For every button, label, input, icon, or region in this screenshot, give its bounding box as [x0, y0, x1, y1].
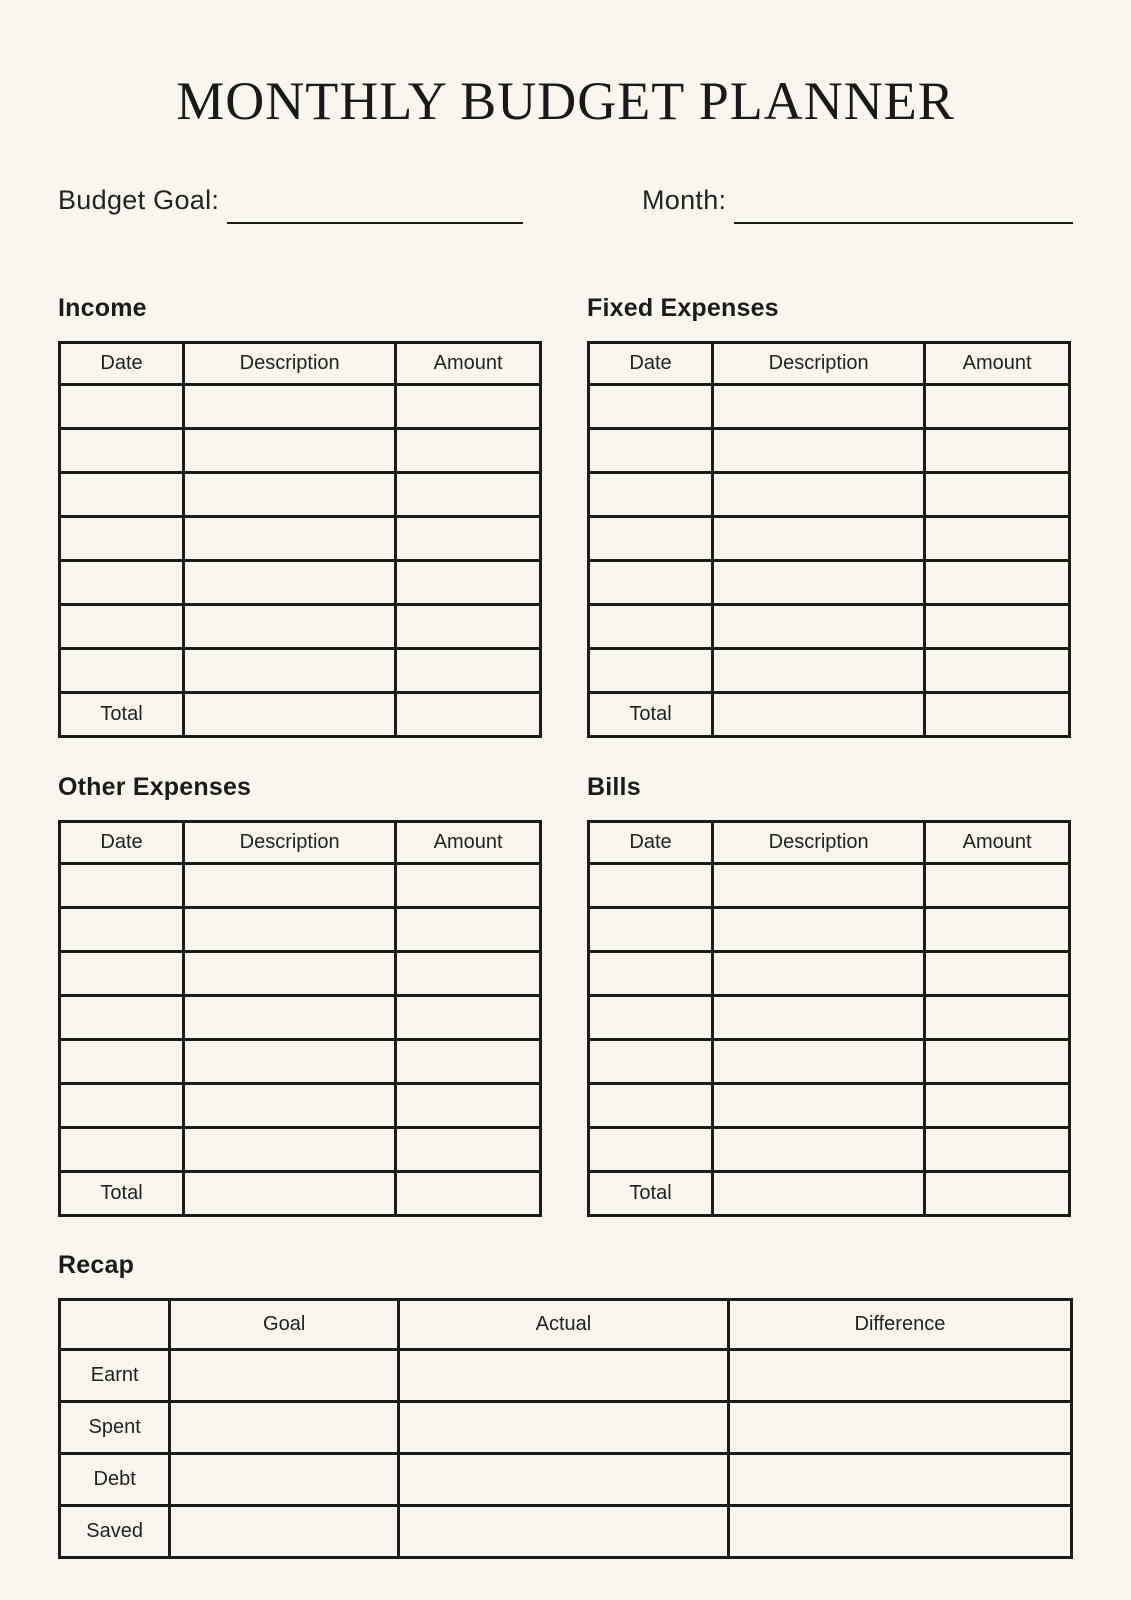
table-row [589, 996, 1070, 1040]
column-header-description: Description [713, 342, 925, 384]
table-row [60, 516, 541, 560]
section-title-fixed-expenses: Fixed Expenses [587, 293, 779, 322]
empty-cell [589, 1040, 713, 1084]
empty-cell [713, 864, 925, 908]
empty-cell [925, 1128, 1070, 1172]
table-row [589, 648, 1070, 692]
empty-cell [60, 516, 184, 560]
total-row [60, 692, 541, 736]
total-label: Total [60, 692, 184, 736]
empty-cell [589, 472, 713, 516]
empty-cell [589, 560, 713, 604]
empty-cell [184, 952, 396, 996]
empty-cell [925, 560, 1070, 604]
empty-cell [184, 1040, 396, 1084]
empty-cell [60, 952, 184, 996]
empty-cell [728, 1506, 1071, 1558]
total-description-cell [184, 1172, 396, 1216]
total-row [589, 1172, 1070, 1216]
column-header-amount: Amount [925, 342, 1070, 384]
table-row [60, 1040, 541, 1084]
empty-cell [60, 560, 184, 604]
table-row [589, 604, 1070, 648]
table-row [589, 428, 1070, 472]
bills-table [587, 820, 1071, 1217]
empty-cell [713, 604, 925, 648]
empty-cell [60, 648, 184, 692]
empty-cell [925, 604, 1070, 648]
tables-row-bottom [58, 772, 1073, 1217]
empty-cell [396, 384, 541, 428]
table-row [60, 864, 541, 908]
table-row [60, 604, 541, 648]
empty-cell [589, 1128, 713, 1172]
column-header-description: Description [184, 822, 396, 864]
total-row [589, 692, 1070, 736]
empty-cell [589, 908, 713, 952]
empty-cell [589, 516, 713, 560]
empty-cell [713, 560, 925, 604]
table-row [60, 1084, 541, 1128]
empty-cell [184, 516, 396, 560]
empty-cell [713, 1128, 925, 1172]
column-header-amount: Amount [925, 822, 1070, 864]
table-row [60, 1128, 541, 1172]
empty-cell [184, 560, 396, 604]
recap-row-spent [60, 1402, 1072, 1454]
total-description-cell [184, 692, 396, 736]
empty-cell [60, 604, 184, 648]
empty-cell [170, 1402, 399, 1454]
empty-cell [396, 604, 541, 648]
total-description-cell [713, 692, 925, 736]
empty-cell [728, 1402, 1071, 1454]
recap-corner-cell [60, 1300, 170, 1350]
empty-cell [396, 472, 541, 516]
empty-cell [925, 952, 1070, 996]
section-title-other-expenses: Other Expenses [58, 772, 252, 801]
empty-cell [396, 952, 541, 996]
empty-cell [713, 1084, 925, 1128]
column-header-amount: Amount [396, 342, 541, 384]
column-header-goal: Goal [170, 1300, 399, 1350]
table-row [589, 560, 1070, 604]
total-amount-cell [396, 1172, 541, 1216]
empty-cell [713, 384, 925, 428]
section-title-bills: Bills [587, 772, 641, 801]
fixed-expenses-table [587, 341, 1071, 738]
empty-cell [589, 428, 713, 472]
empty-cell [589, 648, 713, 692]
empty-cell [399, 1454, 729, 1506]
empty-cell [396, 908, 541, 952]
table-row [589, 952, 1070, 996]
empty-cell [713, 516, 925, 560]
empty-cell [925, 428, 1070, 472]
budget-goal-label: Budget Goal: [58, 185, 220, 216]
empty-cell [396, 648, 541, 692]
empty-cell [396, 1084, 541, 1128]
column-header-difference: Difference [728, 1300, 1071, 1350]
empty-cell [170, 1506, 399, 1558]
row-label-earnt: Earnt [60, 1350, 170, 1402]
empty-cell [589, 952, 713, 996]
empty-cell [589, 384, 713, 428]
table-row [60, 952, 541, 996]
table-row [589, 472, 1070, 516]
total-row [60, 1172, 541, 1216]
empty-cell [184, 648, 396, 692]
empty-cell [925, 908, 1070, 952]
tables-row-top [58, 293, 1073, 738]
empty-cell [60, 908, 184, 952]
column-header-date: Date [60, 822, 184, 864]
empty-cell [589, 864, 713, 908]
empty-cell [396, 1040, 541, 1084]
empty-cell [925, 516, 1070, 560]
empty-cell [60, 384, 184, 428]
column-header-date: Date [60, 342, 184, 384]
empty-cell [396, 560, 541, 604]
total-label: Total [60, 1172, 184, 1216]
section-other-expenses [58, 772, 542, 1217]
recap-table [58, 1298, 1073, 1559]
empty-cell [60, 472, 184, 516]
section-bills [587, 772, 1071, 1217]
total-label: Total [589, 1172, 713, 1216]
table-row [60, 560, 541, 604]
empty-cell [184, 428, 396, 472]
column-header-actual: Actual [399, 1300, 729, 1350]
empty-cell [713, 428, 925, 472]
empty-cell [60, 428, 184, 472]
empty-cell [589, 1084, 713, 1128]
column-header-description: Description [713, 822, 925, 864]
empty-cell [396, 1128, 541, 1172]
empty-cell [60, 996, 184, 1040]
table-row [589, 1040, 1070, 1084]
empty-cell [60, 1128, 184, 1172]
column-header-date: Date [589, 342, 713, 384]
section-fixed-expenses [587, 293, 1071, 738]
table-row [589, 864, 1070, 908]
table-row [60, 648, 541, 692]
table-row [60, 428, 541, 472]
table-row [589, 908, 1070, 952]
total-label: Total [589, 692, 713, 736]
total-description-cell [713, 1172, 925, 1216]
table-row [60, 908, 541, 952]
empty-cell [170, 1454, 399, 1506]
row-label-debt: Debt [60, 1454, 170, 1506]
empty-cell [713, 648, 925, 692]
empty-cell [925, 472, 1070, 516]
total-amount-cell [925, 692, 1070, 736]
empty-cell [925, 996, 1070, 1040]
empty-cell [925, 864, 1070, 908]
recap-row-earnt [60, 1350, 1072, 1402]
table-row [60, 996, 541, 1040]
row-label-saved: Saved [60, 1506, 170, 1558]
budget-goal-field [58, 184, 515, 216]
empty-cell [396, 516, 541, 560]
empty-cell [184, 472, 396, 516]
income-table [58, 341, 542, 738]
month-field [642, 184, 1073, 216]
empty-cell [184, 996, 396, 1040]
month-label: Month: [642, 185, 727, 216]
budget-goal-input[interactable] [227, 196, 523, 224]
empty-cell [713, 472, 925, 516]
empty-cell [184, 1128, 396, 1172]
empty-cell [728, 1454, 1071, 1506]
row-label-spent: Spent [60, 1402, 170, 1454]
empty-cell [60, 864, 184, 908]
table-row [589, 1128, 1070, 1172]
header-fields-row [58, 184, 1073, 216]
empty-cell [713, 952, 925, 996]
section-recap [58, 1250, 1073, 1559]
empty-cell [589, 996, 713, 1040]
empty-cell [184, 384, 396, 428]
page-title: MONTHLY BUDGET PLANNER [176, 71, 955, 131]
empty-cell [60, 1084, 184, 1128]
empty-cell [60, 1040, 184, 1084]
table-row [589, 516, 1070, 560]
column-header-description: Description [184, 342, 396, 384]
section-title-recap: Recap [58, 1251, 135, 1280]
empty-cell [396, 428, 541, 472]
total-amount-cell [925, 1172, 1070, 1216]
empty-cell [184, 864, 396, 908]
empty-cell [589, 604, 713, 648]
empty-cell [396, 864, 541, 908]
empty-cell [925, 384, 1070, 428]
empty-cell [170, 1350, 399, 1402]
empty-cell [728, 1350, 1071, 1402]
section-title-income: Income [58, 293, 147, 322]
recap-row-debt [60, 1454, 1072, 1506]
column-header-date: Date [589, 822, 713, 864]
table-row [60, 472, 541, 516]
table-row [589, 1084, 1070, 1128]
empty-cell [713, 996, 925, 1040]
table-row [60, 384, 541, 428]
empty-cell [399, 1506, 729, 1558]
other-expenses-table [58, 820, 542, 1217]
column-header-amount: Amount [396, 822, 541, 864]
table-row [589, 384, 1070, 428]
empty-cell [925, 1040, 1070, 1084]
empty-cell [925, 648, 1070, 692]
total-amount-cell [396, 692, 541, 736]
empty-cell [925, 1084, 1070, 1128]
empty-cell [399, 1350, 729, 1402]
empty-cell [184, 604, 396, 648]
recap-row-saved [60, 1506, 1072, 1558]
empty-cell [396, 996, 541, 1040]
month-input[interactable] [734, 196, 1073, 224]
empty-cell [713, 1040, 925, 1084]
section-income [58, 293, 542, 738]
empty-cell [399, 1402, 729, 1454]
empty-cell [713, 908, 925, 952]
empty-cell [184, 1084, 396, 1128]
empty-cell [184, 908, 396, 952]
